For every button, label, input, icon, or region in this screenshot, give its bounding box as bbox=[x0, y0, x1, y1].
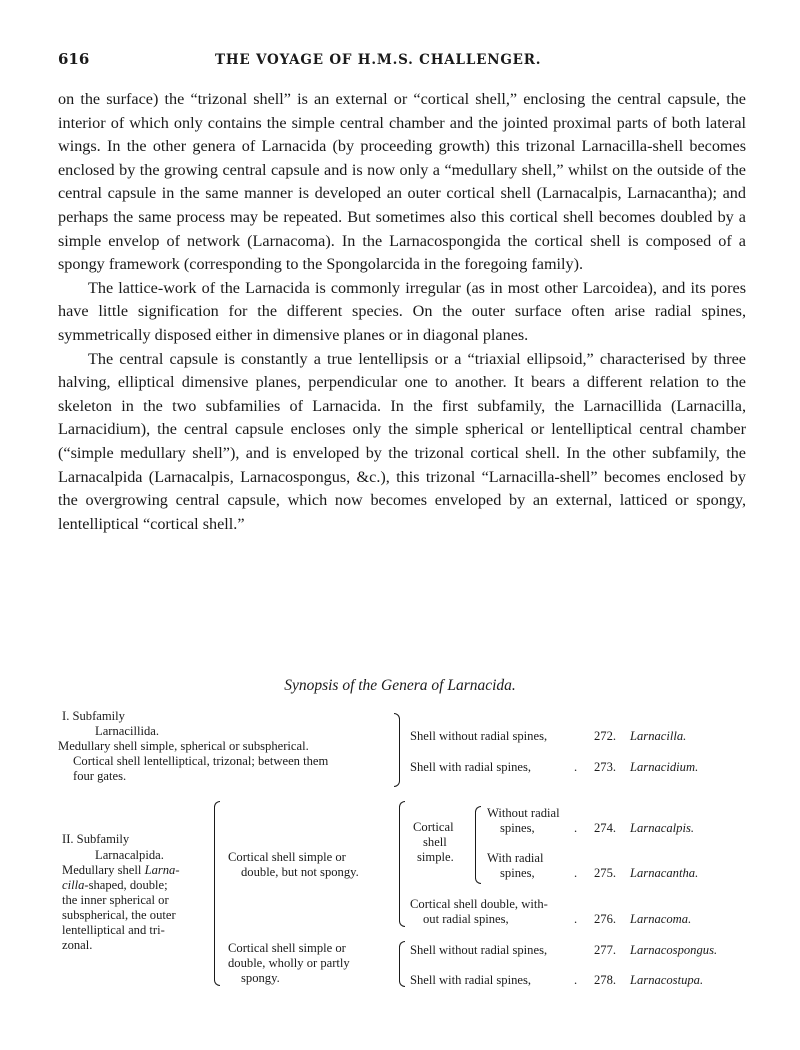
cortical-b-line-1: Cortical shell simple or bbox=[228, 941, 346, 955]
cortical-simple-brace bbox=[475, 806, 481, 884]
genus-name: Larnacoma. bbox=[630, 912, 692, 926]
sub2-heading: II. Subfamily bbox=[62, 832, 130, 846]
genus-name: Larnacantha. bbox=[630, 866, 699, 880]
cortical-b-line-2: double, wholly or partly bbox=[228, 956, 350, 970]
sub2-desc-2: cilla-shaped, double; bbox=[62, 878, 168, 892]
spongy-option-a: Shell without radial spines, bbox=[410, 943, 548, 957]
cortical-b-brace bbox=[399, 941, 405, 987]
sub2-desc-1: Medullary shell Larna- bbox=[62, 863, 180, 877]
genus-number: 278. bbox=[594, 973, 617, 987]
without-spines-line-1: Without radial bbox=[487, 806, 560, 820]
synopsis-title: Synopsis of the Genera of Larnacida. bbox=[284, 677, 516, 694]
sub1-desc-1: Medullary shell simple, spherical or subspherical. bbox=[58, 739, 309, 753]
sub2-brace bbox=[214, 801, 220, 986]
running-title: THE VOYAGE OF H.M.S. CHALLENGER. bbox=[215, 52, 542, 68]
sub1-brace bbox=[394, 713, 400, 787]
genus-name: Larnacidium. bbox=[630, 760, 699, 774]
genus-number: 276. bbox=[594, 912, 617, 926]
spongy-option-b-dot: . bbox=[574, 973, 578, 987]
cortical-simple-line-3: simple. bbox=[417, 850, 454, 864]
with-spines-line-1: With radial bbox=[487, 851, 544, 865]
sub1-option-a: Shell without radial spines, bbox=[410, 729, 548, 743]
cortical-simple-line-1: Cortical bbox=[413, 820, 454, 834]
page-number: 616 bbox=[58, 50, 90, 68]
sub1-desc-2: Cortical shell lentelliptical, trizonal; between them bbox=[73, 754, 329, 768]
genus-name: Larnacostupa. bbox=[630, 973, 704, 987]
genus-name: Larnacalpis. bbox=[630, 821, 695, 835]
double-shell-dot: . bbox=[574, 912, 578, 926]
genus-number: 273. bbox=[594, 760, 617, 774]
genus-number: 277. bbox=[594, 943, 617, 957]
paragraph-1: on the surface) the “trizonal shell” is an external or “cortical shell,” enclosing the central capsule, the interior of which only contains the simple central chamber and the jointed proximal parts of both lateral wings. In the other genera of Larnacida (by proceeding growth) this trizonal Larnacilla-shell becomes enclosed by the growing central capsule and is now only a “medullary shell,” whilst on the outside of the central capsule in the same manner is developed an outer cortical shell (Larnacalpis, Larnacantha); and perhaps the same process may be repeated. But sometimes also this cortical shell becomes doubled by a simple envelop of network (Larnacoma). In the Larnacospongida the cortical shell is composed of a spongy framework (corresponding to the Spongolarcida in the foregoing family). bbox=[58, 90, 746, 274]
spongy-option-b: Shell with radial spines, bbox=[410, 973, 532, 987]
sub2-desc-6: zonal. bbox=[62, 938, 93, 952]
without-spines-line-2: spines, bbox=[500, 821, 535, 835]
genus-number: 275. bbox=[594, 866, 617, 880]
cortical-a-line-1: Cortical shell simple or bbox=[228, 850, 346, 864]
body-text bbox=[58, 88, 746, 536]
genus-name: Larnacilla. bbox=[630, 729, 687, 743]
genus-name: Larnacospongus. bbox=[630, 943, 718, 957]
genus-number: 274. bbox=[594, 821, 617, 835]
paragraph-2: The lattice-work of the Larnacida is commonly irregular (as in most other Larcoidea), and its pores have little signification for the different species. On the outer surface often arise radial spines, symmetrically disposed either in dimensive planes or in diagonal planes. bbox=[58, 278, 746, 344]
sub2-desc-4: subspherical, the outer bbox=[62, 908, 176, 922]
sub2-name: Larnacalpida. bbox=[95, 848, 164, 862]
sub1-option-b: Shell with radial spines, bbox=[410, 760, 532, 774]
double-shell-line-2: out radial spines, bbox=[423, 912, 509, 926]
cortical-a-brace bbox=[399, 801, 405, 927]
sub2-desc-5: lentelliptical and tri- bbox=[62, 923, 165, 937]
cortical-b-line-3: spongy. bbox=[241, 971, 280, 985]
sub1-desc-3: four gates. bbox=[73, 769, 127, 783]
genus-number: 272. bbox=[594, 729, 617, 743]
sub1-option-b-dot: . bbox=[574, 760, 578, 774]
with-spines-dot: . bbox=[574, 866, 578, 880]
sub2-desc-3: the inner spherical or bbox=[62, 893, 169, 907]
sub1-heading: I. Subfamily bbox=[62, 709, 125, 723]
cortical-simple-line-2: shell bbox=[423, 835, 447, 849]
without-spines-dot: . bbox=[574, 821, 578, 835]
cortical-a-line-2: double, but not spongy. bbox=[241, 865, 359, 879]
double-shell-line-1: Cortical shell double, with- bbox=[410, 897, 548, 911]
with-spines-line-2: spines, bbox=[500, 866, 535, 880]
sub1-name: Larnacillida. bbox=[95, 724, 159, 738]
paragraph-3: The central capsule is constantly a true lentellipsis or a “triaxial ellipsoid,” characterised by three halving, elliptical dimensive planes, perpendicular one to another. It bears a different relation to the skeleton in the two subfamilies of Larnacida. In the first subfamily, the Larnacillida (Larnacilla, Larnacidium), the central capsule encloses only the simple spherical or lentelliptical central chamber (“simple medullary shell”), and is enveloped by the trizonal cortical shell. In the other subfamily, the Larnacalpida (Larnacalpis, Larnacospongus, &c.), this trizonal “Larnacilla-shell” becomes enclosed by the overgrowing central capsule, which now becomes enveloped by an external, latticed or spongy, lentelliptical “cortical shell.” bbox=[58, 349, 746, 533]
